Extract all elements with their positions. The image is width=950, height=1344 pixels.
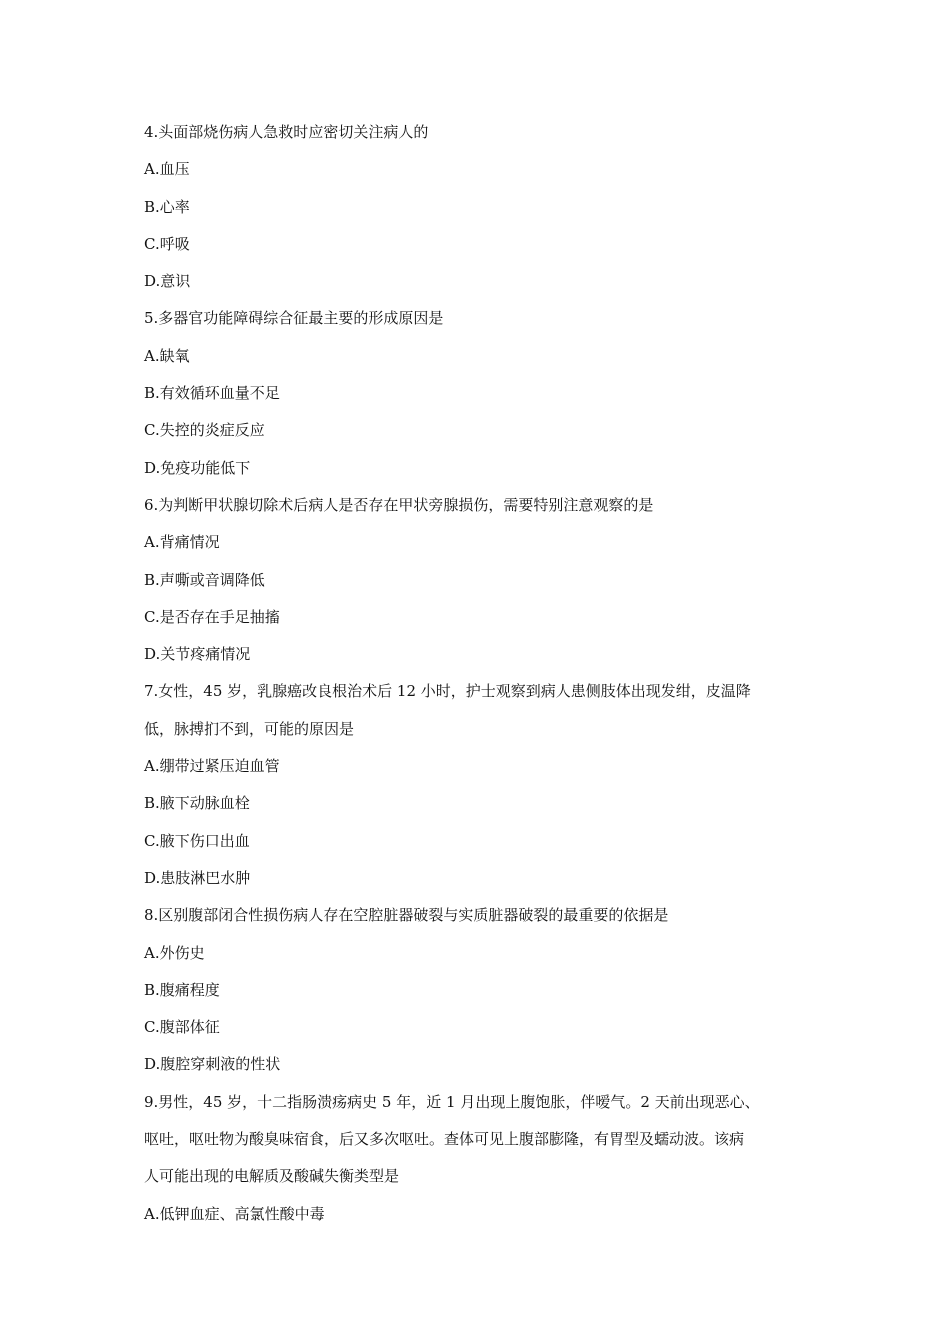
question-4-stem-line-1: 4.头面部烧伤病人急救时应密切关注病人的 (144, 123, 429, 141)
question-5-option-d: D.免疫功能低下 (144, 458, 251, 477)
question-7 (144, 673, 824, 897)
question-8-stem-line-1: 8.区别腹部闭合性损伤病人存在空腔脏器破裂与实质脏器破裂的最重要的依据是 (144, 906, 669, 925)
question-8-option-d: D.腹腔穿刺液的性状 (144, 1055, 281, 1074)
question-6 (144, 487, 824, 673)
question-6-stem-line-1: 6.为判断甲状腺切除术后病人是否存在甲状旁腺损伤，需要特别注意观察的是 (144, 495, 654, 514)
question-4-option-a: A.血压 (144, 160, 190, 179)
question-8 (144, 897, 824, 1083)
question-5-stem-line-1: 5.多器官功能障碍综合征最主要的形成原因是 (144, 309, 444, 328)
question-5-option-b: B.有效循环血量不足 (144, 384, 280, 403)
question-5-option-c: C.失控的炎症反应 (144, 421, 265, 440)
question-6-option-d: D.关节疼痛情况 (144, 645, 251, 664)
question-4-option-c: C.呼吸 (144, 234, 190, 253)
question-9-stem-line-3: 人可能出现的电解质及酸碱失衡类型是 (144, 1167, 400, 1186)
question-9-option-a: A.低钾血症、高氯性酸中毒 (144, 1204, 325, 1223)
question-8-option-a: A.外伤史 (144, 943, 205, 962)
question-8-option-c: C.腹部体征 (144, 1018, 220, 1037)
question-7-stem-line-2: 低，脉搏扪不到，可能的原因是 (144, 719, 355, 738)
question-4 (144, 114, 824, 300)
question-5-option-a: A.缺氧 (144, 346, 190, 365)
question-6-option-a: A.背痛情况 (144, 533, 220, 552)
question-6-option-b: B.声嘶或音调降低 (144, 570, 265, 589)
question-8-option-b: B.腹痛程度 (144, 980, 220, 999)
question-list (144, 114, 824, 1233)
question-7-option-d: D.患肢淋巴水肿 (144, 868, 251, 887)
question-7-option-b: B.腋下动脉血栓 (144, 794, 250, 813)
question-4-option-d: D.意识 (144, 272, 191, 291)
question-7-option-c: C.腋下伤口出血 (144, 831, 250, 850)
question-9-stem-line-1: 9.男性，45 岁，十二指肠溃疡病史 5 年，近 1 月出现上腹饱胀，伴嗳气。2 天前出现恶心、 (144, 1092, 760, 1111)
question-7-stem-line-1: 7.女性，45 岁，乳腺癌改良根治术后 12 小时，护士观察到病人患侧肢体出现发绀，皮温降 (144, 682, 751, 701)
question-9-stem-line-2: 呕吐，呕吐物为酸臭味宿食，后又多次呕吐。查体可见上腹部膨隆，有胃型及蠕动波。该病 (144, 1130, 745, 1149)
question-5 (144, 300, 824, 486)
question-7-option-a: A.绷带过紧压迫血管 (144, 757, 280, 776)
question-6-option-c: C.是否存在手足抽搐 (144, 607, 280, 626)
question-9 (144, 1084, 824, 1233)
question-4-option-b: B.心率 (144, 197, 190, 216)
